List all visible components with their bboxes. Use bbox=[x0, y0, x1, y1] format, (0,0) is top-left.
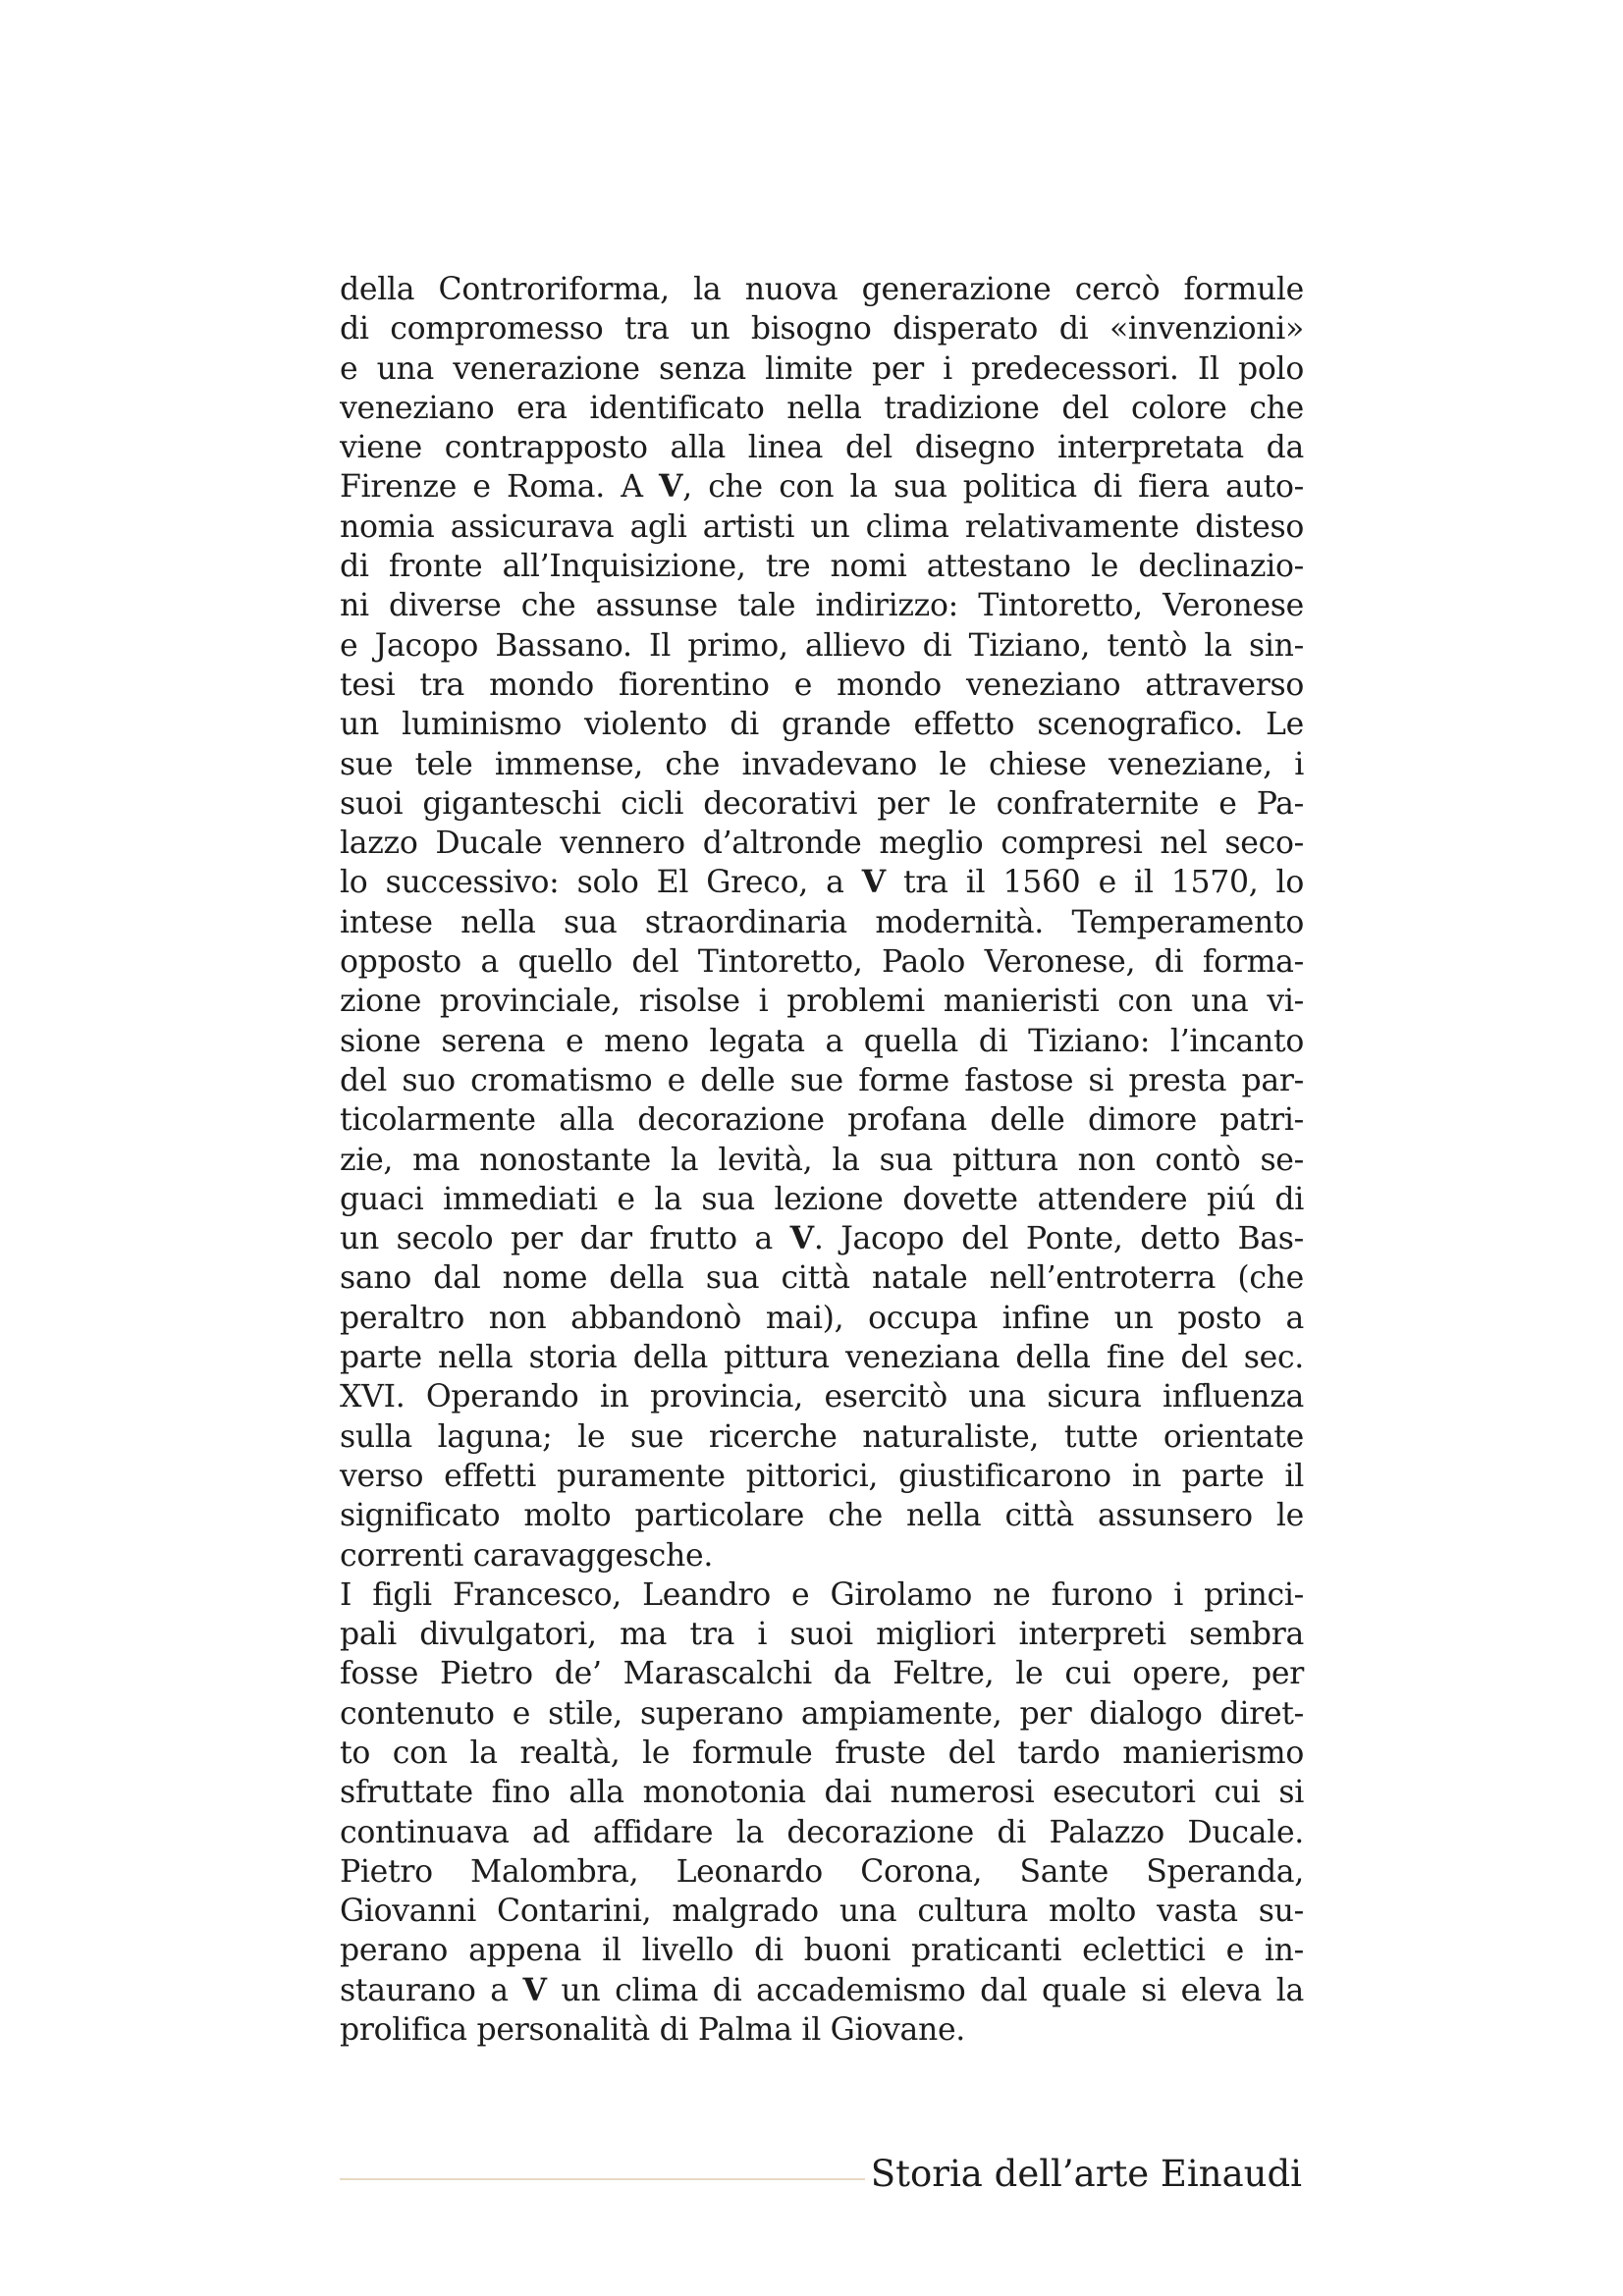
text-line: sfruttate fino alla monotonia dai numerosi esecutori cui si bbox=[340, 1775, 1304, 1811]
text-line: zie, ma nonostante la levità, la sua pittura non contò se- bbox=[340, 1142, 1304, 1178]
text-line: parte nella storia della pittura veneziana della fine del sec. bbox=[340, 1340, 1304, 1376]
text-line: perano appena il livello di buoni praticanti eclettici e in- bbox=[340, 1933, 1304, 1969]
text-line: Pietro Malombra, Leonardo Corona, Sante Speranda, bbox=[340, 1853, 1304, 1890]
text-line: ticolarmente alla decorazione profana delle dimore patri- bbox=[340, 1102, 1304, 1139]
text-line: fosse Pietro de’ Marascalchi da Feltre, le cui opere, per bbox=[340, 1656, 1304, 1692]
text-line: staurano a V un clima di accademismo dal quale si eleva la bbox=[340, 1971, 1304, 2008]
text-line: I figli Francesco, Leandro e Girolamo ne furono i princi- bbox=[340, 1576, 1304, 1613]
text-line: XVI. Operando in provincia, esercitò una sicura influenza bbox=[340, 1379, 1304, 1415]
text-line: sano dal nome della sua città natale nell’entroterra (che bbox=[340, 1260, 1304, 1297]
footer-rule bbox=[340, 2178, 865, 2180]
body-text bbox=[340, 270, 1304, 2050]
text-line: correnti caravaggesche. bbox=[340, 1537, 714, 1574]
text-line: suoi giganteschi cicli decorativi per le confraternite e Pa- bbox=[340, 785, 1304, 822]
text-line: sulla laguna; le sue ricerche naturaliste, tutte orientate bbox=[340, 1418, 1304, 1455]
text-line: Firenze e Roma. A V, che con la sua politica di fiera auto- bbox=[340, 468, 1304, 506]
text-line: e Jacopo Bassano. Il primo, allievo di Tiziano, tentò la sin- bbox=[340, 627, 1304, 664]
text-line: del suo cromatismo e delle sue forme fastose si presta par- bbox=[340, 1062, 1304, 1098]
text-line: tesi tra mondo fiorentino e mondo veneziano attraverso bbox=[340, 667, 1304, 703]
text-line: nomia assicurava agli artisti un clima relativamente disteso bbox=[340, 508, 1304, 545]
text-line: prolifica personalità di Palma il Giovane. bbox=[340, 2012, 965, 2049]
text-line: zione provinciale, risolse i problemi manieristi con una vi- bbox=[340, 984, 1304, 1020]
text-line: veneziano era identificato nella tradizione del colore che bbox=[340, 390, 1304, 426]
text-line: di compromesso tra un bisogno disperato di «invenzioni» bbox=[340, 311, 1304, 347]
text-line: significato molto particolare che nella città assunsero le bbox=[340, 1498, 1304, 1534]
text-line: guaci immediati e la sua lezione dovette attendere piú di bbox=[340, 1181, 1304, 1217]
text-line: sione serena e meno legata a quella di Tiziano: l’incanto bbox=[340, 1023, 1304, 1059]
text-line: opposto a quello del Tintoretto, Paolo Veronese, di forma- bbox=[340, 944, 1304, 981]
text-line: e una venerazione senza limite per i predecessori. Il polo bbox=[340, 350, 1304, 387]
footer-title: Storia dell’arte Einaudi bbox=[870, 2153, 1302, 2195]
text-line: di fronte all’Inquisizione, tre nomi attestano le declinazio- bbox=[340, 549, 1304, 585]
text-line: lo successivo: solo El Greco, a V tra il 1560 e il 1570, lo bbox=[340, 864, 1304, 901]
text-line: contenuto e stile, superano ampiamente, per dialogo diret- bbox=[340, 1695, 1304, 1732]
text-line: della Controriforma, la nuova generazione cercò formule bbox=[340, 272, 1304, 307]
text-line: un secolo per dar frutto a V. Jacopo del Ponte, detto Bas- bbox=[340, 1220, 1304, 1257]
text-line: un luminismo violento di grande effetto scenografico. Le bbox=[340, 707, 1304, 743]
text-line: lazzo Ducale vennero d’altronde meglio compresi nel seco- bbox=[340, 826, 1304, 862]
text-line: sue tele immense, che invadevano le chiese veneziane, i bbox=[340, 746, 1304, 782]
text-line: Giovanni Contarini, malgrado una cultura molto vasta su- bbox=[340, 1894, 1304, 1930]
text-line: viene contrapposto alla linea del disegno interpretata da bbox=[340, 430, 1304, 466]
text-line: intese nella sua straordinaria modernità. Temperamento bbox=[340, 904, 1304, 940]
text-line: ni diverse che assunse tale indirizzo: Tintoretto, Veronese bbox=[340, 588, 1304, 624]
text-line: pali divulgatori, ma tra i suoi migliori interpreti sembra bbox=[340, 1617, 1304, 1653]
text-line: continuava ad affidare la decorazione di Palazzo Ducale. bbox=[340, 1814, 1304, 1850]
text-line: verso effetti puramente pittorici, giustificarono in parte il bbox=[340, 1458, 1304, 1494]
text-line: to con la realtà, le formule fruste del tardo manierismo bbox=[340, 1735, 1304, 1771]
text-line: peraltro non abbandonò mai), occupa infine un posto a bbox=[340, 1300, 1304, 1336]
